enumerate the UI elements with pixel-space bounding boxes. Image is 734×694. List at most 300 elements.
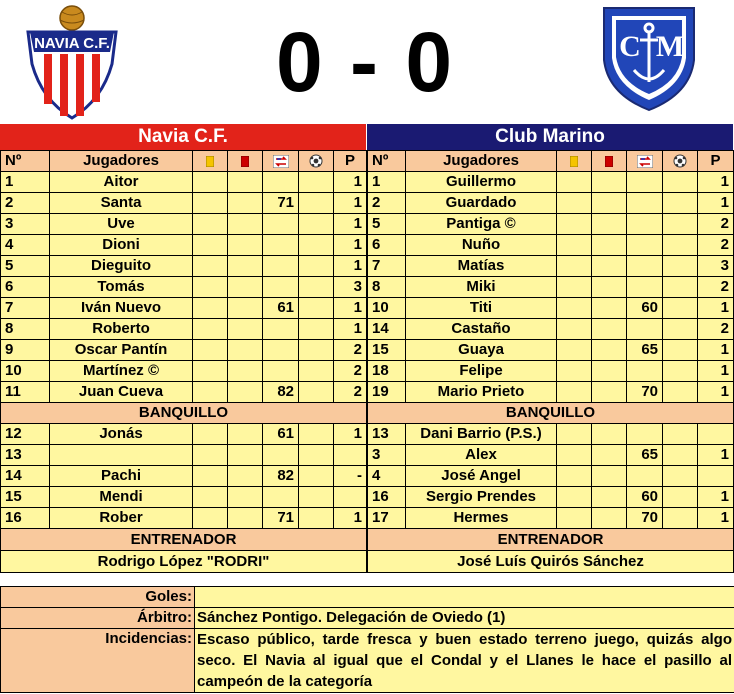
substitution-minute: 65 bbox=[627, 445, 663, 466]
yellow-card-cell bbox=[557, 466, 592, 487]
player-number: 16 bbox=[1, 508, 50, 529]
yellow-card-cell bbox=[557, 487, 592, 508]
red-card-cell bbox=[592, 340, 627, 361]
substitution-minute bbox=[263, 172, 299, 193]
goals-cell bbox=[663, 487, 698, 508]
player-row bbox=[368, 256, 734, 277]
away-lineup-table bbox=[367, 150, 734, 573]
yellow-card-cell bbox=[557, 235, 592, 256]
player-points: 2 bbox=[334, 340, 367, 361]
goals-cell bbox=[299, 172, 334, 193]
home-coach-band bbox=[1, 529, 367, 551]
goals-label: Goles: bbox=[1, 587, 195, 608]
player-points: 1 bbox=[334, 424, 367, 445]
red-card-cell bbox=[592, 361, 627, 382]
home-lineup-table bbox=[0, 150, 367, 573]
red-card-icon bbox=[228, 151, 263, 172]
col-points: P bbox=[334, 151, 367, 172]
goals-cell bbox=[663, 319, 698, 340]
substitution-minute bbox=[627, 277, 663, 298]
player-points: 3 bbox=[334, 277, 367, 298]
substitution-minute bbox=[263, 256, 299, 277]
red-card-cell bbox=[228, 361, 263, 382]
goals-cell bbox=[663, 340, 698, 361]
player-name: Tomás bbox=[50, 277, 193, 298]
substitution-minute: 70 bbox=[627, 382, 663, 403]
substitution-minute bbox=[263, 319, 299, 340]
player-number: 6 bbox=[368, 235, 406, 256]
yellow-card-cell bbox=[193, 193, 228, 214]
substitution-minute bbox=[263, 487, 299, 508]
player-name: Aitor bbox=[50, 172, 193, 193]
player-name: Castaño bbox=[406, 319, 557, 340]
away-coach-row bbox=[368, 551, 734, 573]
substitution-minute bbox=[627, 361, 663, 382]
goals-cell bbox=[663, 466, 698, 487]
player-row bbox=[368, 193, 734, 214]
home-team-panel bbox=[0, 124, 366, 573]
player-points: 1 bbox=[698, 445, 734, 466]
player-name: José Angel bbox=[406, 466, 557, 487]
goals-cell bbox=[299, 340, 334, 361]
substitution-minute bbox=[627, 466, 663, 487]
player-points: 1 bbox=[698, 193, 734, 214]
player-row bbox=[368, 172, 734, 193]
player-points: 1 bbox=[334, 508, 367, 529]
goals-cell bbox=[299, 445, 334, 466]
player-points: 2 bbox=[334, 382, 367, 403]
player-number: 3 bbox=[1, 214, 50, 235]
player-points bbox=[334, 445, 367, 466]
home-header-row bbox=[1, 151, 367, 172]
player-number: 5 bbox=[1, 256, 50, 277]
home-coach-row bbox=[1, 551, 367, 573]
away-starters bbox=[368, 172, 734, 403]
player-number: 8 bbox=[1, 319, 50, 340]
red-card-cell bbox=[228, 298, 263, 319]
player-row bbox=[368, 508, 734, 529]
yellow-card-cell bbox=[193, 235, 228, 256]
player-row bbox=[368, 382, 734, 403]
substitution-minute bbox=[263, 361, 299, 382]
red-card-cell bbox=[592, 214, 627, 235]
away-bench-band bbox=[368, 403, 734, 424]
player-number: 6 bbox=[1, 277, 50, 298]
col-number: Nº bbox=[368, 151, 406, 172]
player-row bbox=[368, 340, 734, 361]
yellow-card-cell bbox=[193, 256, 228, 277]
goals-cell bbox=[663, 172, 698, 193]
goals-row bbox=[1, 587, 734, 608]
substitution-minute: 60 bbox=[627, 298, 663, 319]
player-name: Uve bbox=[50, 214, 193, 235]
home-bench-band bbox=[1, 403, 367, 424]
substitution-minute: 65 bbox=[627, 340, 663, 361]
goals-cell bbox=[663, 214, 698, 235]
player-number: 3 bbox=[368, 445, 406, 466]
player-points: 1 bbox=[698, 340, 734, 361]
red-card-cell bbox=[592, 487, 627, 508]
goals-value bbox=[195, 587, 734, 608]
away-bench bbox=[368, 424, 734, 529]
away-header-row bbox=[368, 151, 734, 172]
goals-cell bbox=[663, 277, 698, 298]
player-row bbox=[1, 298, 367, 319]
player-row bbox=[1, 256, 367, 277]
away-score: 0 bbox=[405, 15, 455, 109]
player-row bbox=[1, 172, 367, 193]
yellow-card-cell bbox=[557, 445, 592, 466]
player-points bbox=[698, 424, 734, 445]
player-name: Oscar Pantín bbox=[50, 340, 193, 361]
yellow-card-icon bbox=[193, 151, 228, 172]
player-row bbox=[1, 277, 367, 298]
player-name: Miki bbox=[406, 277, 557, 298]
home-bench-label: BANQUILLO bbox=[1, 403, 367, 424]
red-card-icon bbox=[592, 151, 627, 172]
player-number: 17 bbox=[368, 508, 406, 529]
goals-cell bbox=[663, 445, 698, 466]
player-row bbox=[1, 445, 367, 466]
goals-cell bbox=[663, 235, 698, 256]
player-number: 14 bbox=[1, 466, 50, 487]
goals-cell bbox=[299, 487, 334, 508]
player-row bbox=[368, 424, 734, 445]
yellow-card-cell bbox=[193, 277, 228, 298]
player-name bbox=[50, 445, 193, 466]
home-bench bbox=[1, 424, 367, 529]
player-points: 1 bbox=[698, 382, 734, 403]
yellow-card-cell bbox=[193, 172, 228, 193]
player-name: Dioni bbox=[50, 235, 193, 256]
player-name: Matías bbox=[406, 256, 557, 277]
red-card-cell bbox=[228, 277, 263, 298]
player-row bbox=[1, 424, 367, 445]
player-name: Dani Barrio (P.S.) bbox=[406, 424, 557, 445]
red-card-cell bbox=[592, 466, 627, 487]
player-row bbox=[1, 214, 367, 235]
player-number: 4 bbox=[1, 235, 50, 256]
player-row bbox=[1, 319, 367, 340]
player-name: Alex bbox=[406, 445, 557, 466]
player-name: Guardado bbox=[406, 193, 557, 214]
incidents-row bbox=[1, 629, 734, 693]
substitution-minute bbox=[627, 235, 663, 256]
yellow-card-cell bbox=[193, 361, 228, 382]
goals-cell bbox=[299, 193, 334, 214]
yellow-card-cell bbox=[557, 319, 592, 340]
goals-cell bbox=[299, 508, 334, 529]
col-players: Jugadores bbox=[50, 151, 193, 172]
yellow-card-cell bbox=[557, 508, 592, 529]
player-points: 1 bbox=[698, 298, 734, 319]
scoreboard bbox=[240, 10, 490, 114]
navia-crest-text: NAVIA C.F. bbox=[34, 35, 110, 52]
substitution-minute bbox=[263, 277, 299, 298]
substitution-minute: 82 bbox=[263, 382, 299, 403]
red-card-cell bbox=[592, 193, 627, 214]
yellow-card-cell bbox=[557, 193, 592, 214]
player-row bbox=[368, 466, 734, 487]
yellow-card-cell bbox=[557, 340, 592, 361]
player-points bbox=[334, 487, 367, 508]
yellow-card-cell bbox=[557, 172, 592, 193]
substitution-minute bbox=[263, 340, 299, 361]
player-number: 5 bbox=[368, 214, 406, 235]
substitution-minute: 60 bbox=[627, 487, 663, 508]
svg-text:M: M bbox=[655, 30, 685, 63]
red-card-cell bbox=[592, 424, 627, 445]
player-points: - bbox=[334, 466, 367, 487]
player-name: Iván Nuevo bbox=[50, 298, 193, 319]
away-coach-band bbox=[368, 529, 734, 551]
goals-cell bbox=[299, 319, 334, 340]
player-points: 1 bbox=[334, 214, 367, 235]
red-card-cell bbox=[592, 277, 627, 298]
home-team-name: Navia C.F. bbox=[0, 124, 366, 150]
yellow-card-cell bbox=[193, 508, 228, 529]
player-number: 4 bbox=[368, 466, 406, 487]
player-name: Nuño bbox=[406, 235, 557, 256]
player-row bbox=[368, 361, 734, 382]
ball-icon bbox=[299, 151, 334, 172]
player-row bbox=[1, 487, 367, 508]
col-points: P bbox=[698, 151, 734, 172]
home-score: 0 bbox=[275, 15, 325, 109]
player-points: 2 bbox=[698, 277, 734, 298]
referee-row bbox=[1, 608, 734, 629]
goals-cell bbox=[663, 424, 698, 445]
yellow-card-icon bbox=[557, 151, 592, 172]
substitution-minute bbox=[627, 319, 663, 340]
match-header bbox=[0, 0, 734, 124]
red-card-cell bbox=[228, 193, 263, 214]
red-card-cell bbox=[228, 256, 263, 277]
player-name: Titi bbox=[406, 298, 557, 319]
referee-value: Sánchez Pontigo. Delegación de Oviedo (1) bbox=[195, 608, 734, 629]
substitution-icon bbox=[263, 151, 299, 172]
red-card-cell bbox=[228, 508, 263, 529]
player-points: 2 bbox=[698, 214, 734, 235]
player-points: 1 bbox=[334, 298, 367, 319]
red-card-cell bbox=[228, 319, 263, 340]
player-number: 10 bbox=[368, 298, 406, 319]
substitution-minute bbox=[263, 445, 299, 466]
navia-crest-icon bbox=[22, 4, 122, 120]
ball-icon bbox=[663, 151, 698, 172]
yellow-card-cell bbox=[557, 382, 592, 403]
player-points bbox=[698, 466, 734, 487]
player-name: Felipe bbox=[406, 361, 557, 382]
player-number: 13 bbox=[368, 424, 406, 445]
player-name: Pachi bbox=[50, 466, 193, 487]
goals-cell bbox=[299, 214, 334, 235]
red-card-cell bbox=[228, 382, 263, 403]
red-card-cell bbox=[592, 235, 627, 256]
player-row bbox=[1, 382, 367, 403]
player-row bbox=[1, 193, 367, 214]
goals-cell bbox=[663, 361, 698, 382]
yellow-card-cell bbox=[193, 319, 228, 340]
goals-cell bbox=[299, 277, 334, 298]
player-name: Roberto bbox=[50, 319, 193, 340]
player-number: 15 bbox=[1, 487, 50, 508]
player-number: 7 bbox=[1, 298, 50, 319]
goals-cell bbox=[663, 193, 698, 214]
goals-cell bbox=[299, 466, 334, 487]
goals-cell bbox=[663, 298, 698, 319]
player-points: 2 bbox=[698, 319, 734, 340]
player-number: 9 bbox=[1, 340, 50, 361]
referee-label: Árbitro: bbox=[1, 608, 195, 629]
red-card-cell bbox=[592, 508, 627, 529]
red-card-cell bbox=[592, 172, 627, 193]
red-card-cell bbox=[228, 445, 263, 466]
substitution-minute bbox=[263, 214, 299, 235]
player-name: Rober bbox=[50, 508, 193, 529]
red-card-cell bbox=[592, 382, 627, 403]
player-number: 12 bbox=[1, 424, 50, 445]
yellow-card-cell bbox=[557, 298, 592, 319]
red-card-cell bbox=[592, 256, 627, 277]
away-bench-label: BANQUILLO bbox=[368, 403, 734, 424]
goals-cell bbox=[299, 382, 334, 403]
substitution-minute bbox=[263, 235, 299, 256]
player-name: Juan Cueva bbox=[50, 382, 193, 403]
red-card-cell bbox=[228, 466, 263, 487]
player-points: 1 bbox=[698, 508, 734, 529]
yellow-card-cell bbox=[193, 214, 228, 235]
player-number: 11 bbox=[1, 382, 50, 403]
goals-cell bbox=[663, 508, 698, 529]
incidents-value: Escaso público, tarde fresca y buen estado terreno juego, quizás algo seco. El Navia al igual que el Condal y el Llanes le hace el pasillo al campeón de la categoría bbox=[195, 629, 734, 693]
player-row bbox=[1, 361, 367, 382]
home-coach-name: Rodrigo López "RODRI" bbox=[1, 551, 367, 573]
away-coach-name: José Luís Quirós Sánchez bbox=[368, 551, 734, 573]
incidents-label: Incidencias: bbox=[1, 629, 195, 693]
player-number: 18 bbox=[368, 361, 406, 382]
red-card-cell bbox=[592, 445, 627, 466]
player-points: 1 bbox=[334, 256, 367, 277]
player-number: 2 bbox=[1, 193, 50, 214]
player-row bbox=[368, 445, 734, 466]
player-points: 2 bbox=[698, 235, 734, 256]
player-row bbox=[1, 508, 367, 529]
player-points: 1 bbox=[698, 487, 734, 508]
player-points: 2 bbox=[334, 361, 367, 382]
goals-cell bbox=[299, 256, 334, 277]
substitution-minute: 71 bbox=[263, 193, 299, 214]
player-number: 15 bbox=[368, 340, 406, 361]
goals-cell bbox=[299, 424, 334, 445]
player-name: Sergio Prendes bbox=[406, 487, 557, 508]
substitution-minute: 71 bbox=[263, 508, 299, 529]
red-card-cell bbox=[228, 172, 263, 193]
red-card-cell bbox=[592, 319, 627, 340]
red-card-cell bbox=[592, 298, 627, 319]
substitution-minute bbox=[627, 256, 663, 277]
yellow-card-cell bbox=[193, 445, 228, 466]
player-number: 16 bbox=[368, 487, 406, 508]
player-row bbox=[368, 214, 734, 235]
player-row bbox=[368, 319, 734, 340]
substitution-minute bbox=[627, 172, 663, 193]
player-row bbox=[1, 466, 367, 487]
player-name: Jonás bbox=[50, 424, 193, 445]
substitution-minute: 70 bbox=[627, 508, 663, 529]
goals-cell bbox=[299, 235, 334, 256]
player-name: Mario Prieto bbox=[406, 382, 557, 403]
goals-cell bbox=[299, 298, 334, 319]
player-row bbox=[368, 487, 734, 508]
col-number: Nº bbox=[1, 151, 50, 172]
yellow-card-cell bbox=[193, 424, 228, 445]
player-row bbox=[368, 235, 734, 256]
yellow-card-cell bbox=[557, 256, 592, 277]
player-points: 1 bbox=[334, 172, 367, 193]
marino-crest-icon bbox=[600, 4, 698, 112]
red-card-cell bbox=[228, 235, 263, 256]
yellow-card-cell bbox=[557, 424, 592, 445]
player-row bbox=[368, 298, 734, 319]
player-number: 1 bbox=[1, 172, 50, 193]
player-points: 1 bbox=[334, 193, 367, 214]
col-players: Jugadores bbox=[406, 151, 557, 172]
player-points: 1 bbox=[334, 235, 367, 256]
player-row bbox=[1, 340, 367, 361]
yellow-card-cell bbox=[557, 361, 592, 382]
home-starters bbox=[1, 172, 367, 403]
yellow-card-cell bbox=[557, 214, 592, 235]
player-number: 2 bbox=[368, 193, 406, 214]
red-card-cell bbox=[228, 340, 263, 361]
player-name: Mendi bbox=[50, 487, 193, 508]
svg-text:C: C bbox=[619, 30, 641, 63]
player-number: 19 bbox=[368, 382, 406, 403]
away-coach-label: ENTRENADOR bbox=[368, 529, 734, 551]
player-row bbox=[1, 235, 367, 256]
substitution-minute: 82 bbox=[263, 466, 299, 487]
player-number: 10 bbox=[1, 361, 50, 382]
goals-cell bbox=[663, 256, 698, 277]
player-name: Dieguito bbox=[50, 256, 193, 277]
home-coach-label: ENTRENADOR bbox=[1, 529, 367, 551]
player-number: 1 bbox=[368, 172, 406, 193]
player-points: 1 bbox=[698, 172, 734, 193]
player-name: Guillermo bbox=[406, 172, 557, 193]
yellow-card-cell bbox=[557, 277, 592, 298]
player-name: Pantiga © bbox=[406, 214, 557, 235]
player-row bbox=[368, 277, 734, 298]
substitution-minute: 61 bbox=[263, 424, 299, 445]
substitution-minute bbox=[627, 424, 663, 445]
player-name: Martínez © bbox=[50, 361, 193, 382]
away-team-panel bbox=[367, 124, 733, 573]
yellow-card-cell bbox=[193, 466, 228, 487]
red-card-cell bbox=[228, 487, 263, 508]
yellow-card-cell bbox=[193, 382, 228, 403]
substitution-icon bbox=[627, 151, 663, 172]
player-number: 8 bbox=[368, 277, 406, 298]
player-points: 1 bbox=[698, 361, 734, 382]
yellow-card-cell bbox=[193, 340, 228, 361]
player-name: Hermes bbox=[406, 508, 557, 529]
yellow-card-cell bbox=[193, 487, 228, 508]
goals-cell bbox=[299, 361, 334, 382]
player-number: 13 bbox=[1, 445, 50, 466]
match-info bbox=[0, 586, 734, 693]
player-number: 7 bbox=[368, 256, 406, 277]
